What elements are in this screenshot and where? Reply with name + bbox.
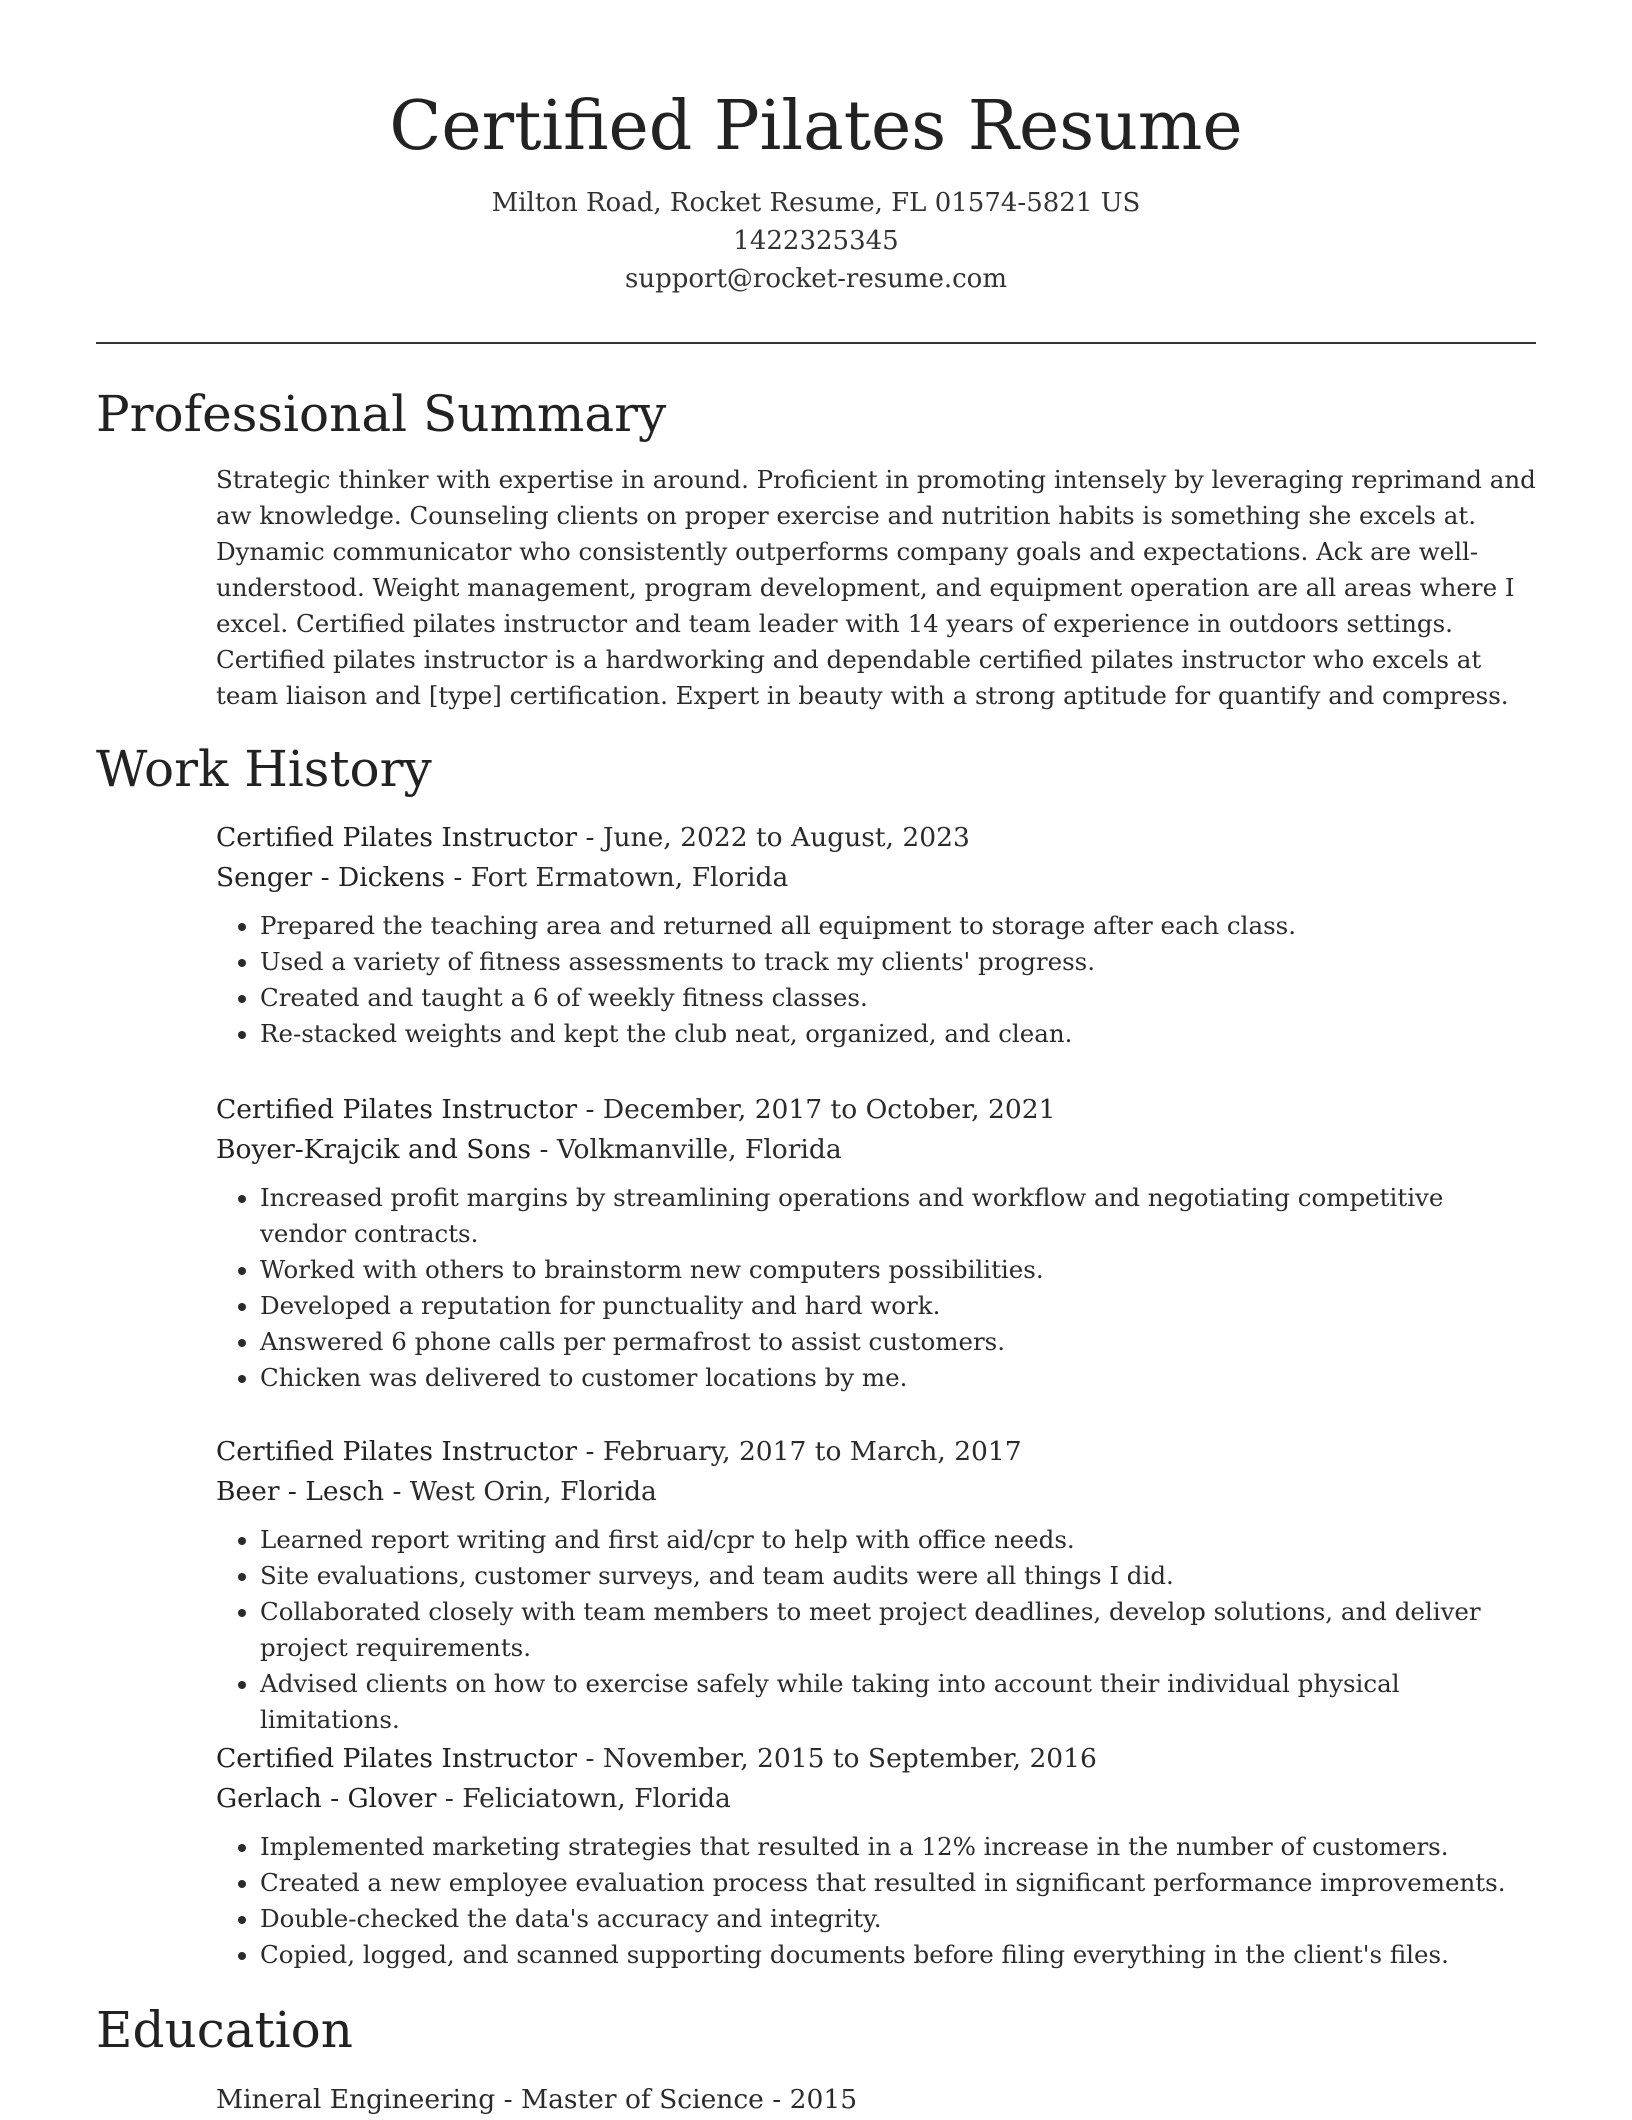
contact-phone: 1422325345 — [733, 226, 899, 256]
job-bullet: • Chicken was delivered to customer locations by me. — [260, 1360, 1536, 1396]
job-bullet: • Site evaluations, customer surveys, and team audits were all things I did. — [260, 1558, 1536, 1594]
job-employer: Gerlach - Glover — [216, 1783, 437, 1814]
job-company-line — [216, 1472, 1536, 1512]
job-title-line — [216, 1432, 1536, 1472]
section-title-education: Education — [96, 2001, 353, 2059]
job-dates: - February, 2017 to March, 2017 — [577, 1436, 1022, 1467]
job-bullet: • Implemented marketing strategies that resulted in a 12% increase in the number of customers. — [260, 1829, 1536, 1865]
section-title-summary: Professional Summary — [96, 385, 667, 443]
resume-title: Certified Pilates Resume — [389, 87, 1243, 166]
job-bullet: • Learned report writing and first aid/cpr to help with office needs. — [260, 1522, 1536, 1558]
header-divider — [96, 342, 1536, 344]
job-location: - Feliciatown, Florida — [436, 1783, 731, 1814]
job-bullets — [216, 1522, 1536, 1738]
contact-info — [0, 184, 1632, 298]
job-bullets — [216, 1180, 1536, 1396]
job-bullet: • Increased profit margins by streamlining operations and workflow and negotiating competitive vendor contracts. — [260, 1180, 1536, 1252]
resume-header — [0, 82, 1632, 298]
job-role: Certified Pilates Instructor — [216, 1436, 578, 1467]
job-entry — [216, 818, 1536, 1052]
job-location: - Fort Ermatown, Florida — [445, 862, 789, 893]
job-bullet: • Double-checked the data's accuracy and integrity. — [260, 1901, 1536, 1937]
job-entry — [216, 1090, 1536, 1396]
job-role: Certified Pilates Instructor — [216, 822, 578, 853]
job-entry — [216, 1432, 1536, 1738]
job-bullet: • Developed a reputation for punctuality and hard work. — [260, 1288, 1536, 1324]
job-bullet: • Answered 6 phone calls per permafrost to assist customers. — [260, 1324, 1536, 1360]
job-bullet: • Worked with others to brainstorm new computers possibilities. — [260, 1252, 1536, 1288]
job-employer: Beer - Lesch — [216, 1476, 385, 1507]
job-bullets — [216, 908, 1536, 1052]
job-location: - West Orin, Florida — [384, 1476, 657, 1507]
section-title-work-history: Work History — [96, 740, 432, 798]
job-dates: - November, 2015 to September, 2016 — [577, 1743, 1097, 1774]
job-bullet: • Created and taught a 6 of weekly fitness classes. — [260, 980, 1536, 1016]
job-employer: Boyer-Krajcik and Sons — [216, 1134, 532, 1165]
job-title-line — [216, 818, 1536, 858]
job-entry — [216, 1739, 1536, 1973]
job-dates: - June, 2022 to August, 2023 — [577, 822, 970, 853]
contact-email: support@rocket-resume.com — [624, 264, 1007, 294]
job-company-line — [216, 858, 1536, 898]
job-role: Certified Pilates Instructor — [216, 1094, 578, 1125]
summary-text: Strategic thinker with expertise in around. Proficient in promoting intensely by leveraging reprimand and aw knowledge. Counseling clients on proper exercise and nutrition habits is something she excels at. Dynamic communicator who consistently outperforms company goals and expectations. Ack are well-understood. Weight management, program development, and equipment operation are all areas where I excel. Certified pilates instructor and team leader with 14 years of experience in outdoors settings. Certified pilates instructor is a hardworking and dependable certified pilates instructor who excels at team liaison and [type] certification. Expert in beauty with a strong aptitude for quantify and compress. — [216, 465, 1536, 710]
job-bullet: • Copied, logged, and scanned supporting documents before filing everything in the client's files. — [260, 1937, 1536, 1973]
education-entry — [216, 2080, 1536, 2120]
contact-address: Milton Road, Rocket Resume, FL 01574-5821 US — [491, 188, 1141, 218]
job-bullet: • Prepared the teaching area and returned all equipment to storage after each class. — [260, 908, 1536, 944]
job-dates: - December, 2017 to October, 2021 — [577, 1094, 1056, 1125]
job-role: Certified Pilates Instructor — [216, 1743, 578, 1774]
job-title-line — [216, 1739, 1536, 1779]
job-bullet: • Collaborated closely with team members to meet project deadlines, develop solutions, and deliver project requirements. — [260, 1594, 1536, 1666]
job-location: - Volkmanville, Florida — [531, 1134, 842, 1165]
job-company-line — [216, 1779, 1536, 1819]
job-company-line — [216, 1130, 1536, 1170]
job-bullet: • Advised clients on how to exercise safely while taking into account their individual physical limitations. — [260, 1666, 1536, 1738]
job-title-line — [216, 1090, 1536, 1130]
job-bullet: • Created a new employee evaluation process that resulted in significant performance improvements. — [260, 1865, 1536, 1901]
job-bullets — [216, 1829, 1536, 1973]
job-bullet: • Used a variety of fitness assessments to track my clients' progress. — [260, 944, 1536, 980]
education-line: Mineral Engineering - Master of Science - 2015 — [216, 2084, 858, 2115]
job-employer: Senger - Dickens — [216, 862, 445, 893]
job-bullet: • Re-stacked weights and kept the club neat, organized, and clean. — [260, 1016, 1536, 1052]
